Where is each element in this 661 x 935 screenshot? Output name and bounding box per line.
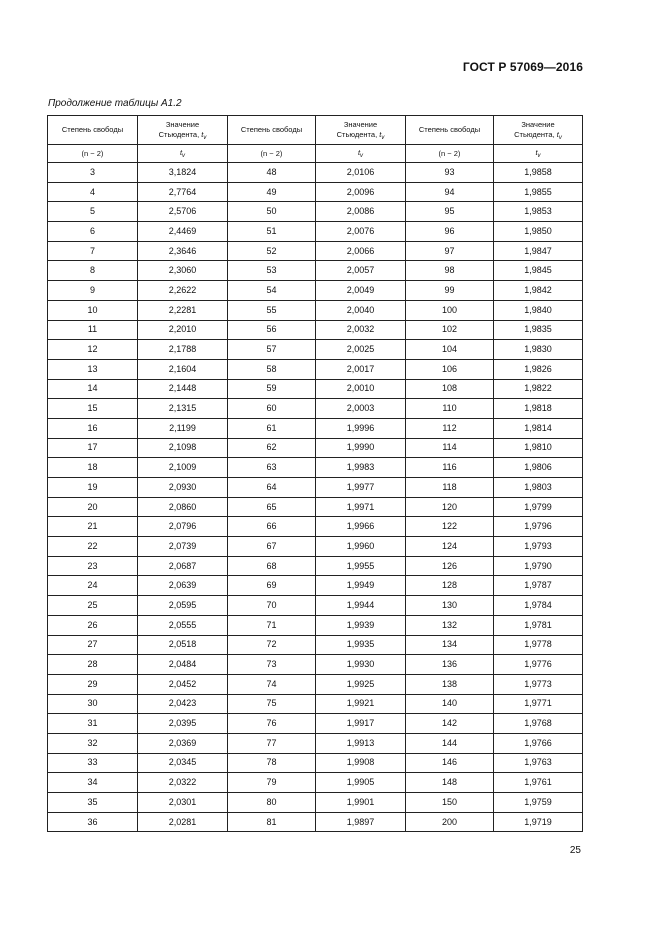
- df-cell: 108: [406, 379, 494, 399]
- t-symbol: $t_v$: [138, 145, 228, 163]
- df-cell: 134: [406, 635, 494, 655]
- table-row: [48, 222, 583, 242]
- t-value-cell: 2,1788: [138, 340, 228, 360]
- col-header-df: Степень свободы: [406, 116, 494, 145]
- t-value-cell: 1,9761: [494, 773, 583, 793]
- t-value-cell: 2,0322: [138, 773, 228, 793]
- table-row: [48, 556, 583, 576]
- t-value-cell: 2,0301: [138, 793, 228, 813]
- t-value-cell: 1,9905: [316, 773, 406, 793]
- t-value-cell: 2,0518: [138, 635, 228, 655]
- t-value-cell: 1,9796: [494, 517, 583, 537]
- col-header-df: Степень свободы: [228, 116, 316, 145]
- df-cell: 94: [406, 182, 494, 202]
- df-cell: 80: [228, 793, 316, 813]
- df-cell: 33: [48, 753, 138, 773]
- t-value-cell: 1,9977: [316, 478, 406, 498]
- df-cell: 16: [48, 418, 138, 438]
- t-value-cell: 1,9719: [494, 812, 583, 832]
- table-row: [48, 281, 583, 301]
- t-value-cell: 2,0096: [316, 182, 406, 202]
- df-cell: 51: [228, 222, 316, 242]
- df-cell: 19: [48, 478, 138, 498]
- table-row: [48, 320, 583, 340]
- df-cell: 31: [48, 714, 138, 734]
- df-cell: 14: [48, 379, 138, 399]
- df-cell: 71: [228, 615, 316, 635]
- df-cell: 63: [228, 458, 316, 478]
- t-value-cell: 1,9949: [316, 576, 406, 596]
- t-value-cell: 2,0281: [138, 812, 228, 832]
- t-value-cell: 1,9840: [494, 300, 583, 320]
- t-value-cell: 1,9935: [316, 635, 406, 655]
- col-header-t: Значение Стьюдента, $t_v$: [316, 116, 406, 145]
- df-cell: 93: [406, 163, 494, 183]
- t-value-cell: 1,9996: [316, 418, 406, 438]
- t-value-cell: 1,9847: [494, 241, 583, 261]
- df-cell: 66: [228, 517, 316, 537]
- table-row: [48, 714, 583, 734]
- df-cell: 62: [228, 438, 316, 458]
- t-value-cell: 1,9768: [494, 714, 583, 734]
- t-value-cell: 2,0086: [316, 202, 406, 222]
- t-value-cell: 2,1199: [138, 418, 228, 438]
- df-cell: 24: [48, 576, 138, 596]
- df-cell: 17: [48, 438, 138, 458]
- df-cell: 35: [48, 793, 138, 813]
- t-value-cell: 1,9971: [316, 497, 406, 517]
- t-value-cell: 1,9853: [494, 202, 583, 222]
- df-cell: 25: [48, 596, 138, 616]
- df-cell: 23: [48, 556, 138, 576]
- df-cell: 55: [228, 300, 316, 320]
- t-value-cell: 1,9960: [316, 537, 406, 557]
- t-value-cell: 1,9845: [494, 261, 583, 281]
- t-value-cell: 2,0076: [316, 222, 406, 242]
- t-value-cell: 2,0452: [138, 674, 228, 694]
- table-row: [48, 340, 583, 360]
- t-value-cell: 1,9784: [494, 596, 583, 616]
- t-value-cell: 1,9799: [494, 497, 583, 517]
- df-cell: 6: [48, 222, 138, 242]
- col-header-t: Значение Стьюдента, $t_v$: [138, 116, 228, 145]
- df-cell: 72: [228, 635, 316, 655]
- df-cell: 78: [228, 753, 316, 773]
- t-value-cell: 1,9830: [494, 340, 583, 360]
- df-cell: 29: [48, 674, 138, 694]
- t-value-cell: 1,9850: [494, 222, 583, 242]
- t-value-cell: 1,9897: [316, 812, 406, 832]
- t-value-cell: 2,0796: [138, 517, 228, 537]
- table-body: [48, 163, 583, 832]
- df-cell: 73: [228, 655, 316, 675]
- t-value-cell: 1,9901: [316, 793, 406, 813]
- t-value-cell: 2,1009: [138, 458, 228, 478]
- df-cell: 200: [406, 812, 494, 832]
- t-value-cell: 2,0595: [138, 596, 228, 616]
- t-value-cell: 1,9771: [494, 694, 583, 714]
- df-cell: 21: [48, 517, 138, 537]
- df-cell: 59: [228, 379, 316, 399]
- t-value-cell: 1,9939: [316, 615, 406, 635]
- df-cell: 144: [406, 733, 494, 753]
- df-cell: 57: [228, 340, 316, 360]
- t-value-cell: 1,9793: [494, 537, 583, 557]
- t-value-cell: 1,9806: [494, 458, 583, 478]
- t-value-cell: 1,9803: [494, 478, 583, 498]
- t-value-cell: 2,0106: [316, 163, 406, 183]
- df-cell: 138: [406, 674, 494, 694]
- t-value-cell: 2,0739: [138, 537, 228, 557]
- t-value-cell: 1,9855: [494, 182, 583, 202]
- table-row: [48, 359, 583, 379]
- table-row: [48, 655, 583, 675]
- t-value-cell: 2,0345: [138, 753, 228, 773]
- df-cell: 128: [406, 576, 494, 596]
- t-symbol: $t_v$: [494, 145, 583, 163]
- df-cell: 61: [228, 418, 316, 438]
- t-value-cell: 1,9858: [494, 163, 583, 183]
- df-cell: 120: [406, 497, 494, 517]
- table-row: [48, 418, 583, 438]
- t-value-cell: 2,0484: [138, 655, 228, 675]
- df-cell: 146: [406, 753, 494, 773]
- df-cell: 53: [228, 261, 316, 281]
- df-formula: (n − 2): [48, 145, 138, 163]
- df-cell: 124: [406, 537, 494, 557]
- df-cell: 74: [228, 674, 316, 694]
- df-cell: 106: [406, 359, 494, 379]
- t-value-cell: 2,7764: [138, 182, 228, 202]
- t-value-cell: 1,9814: [494, 418, 583, 438]
- df-cell: 54: [228, 281, 316, 301]
- df-cell: 15: [48, 399, 138, 419]
- t-value-cell: 2,0017: [316, 359, 406, 379]
- t-value-cell: 1,9983: [316, 458, 406, 478]
- df-cell: 122: [406, 517, 494, 537]
- df-cell: 52: [228, 241, 316, 261]
- t-value-cell: 1,9781: [494, 615, 583, 635]
- t-value-cell: 2,4469: [138, 222, 228, 242]
- t-value-cell: 1,9908: [316, 753, 406, 773]
- df-cell: 132: [406, 615, 494, 635]
- df-cell: 140: [406, 694, 494, 714]
- t-value-cell: 2,0930: [138, 478, 228, 498]
- df-cell: 12: [48, 340, 138, 360]
- df-formula: (n − 2): [228, 145, 316, 163]
- t-value-cell: 2,0049: [316, 281, 406, 301]
- df-cell: 96: [406, 222, 494, 242]
- df-cell: 64: [228, 478, 316, 498]
- t-value-cell: 1,9822: [494, 379, 583, 399]
- df-cell: 136: [406, 655, 494, 675]
- table-row: [48, 241, 583, 261]
- t-value-cell: 2,0032: [316, 320, 406, 340]
- df-cell: 79: [228, 773, 316, 793]
- table-row: [48, 793, 583, 813]
- t-value-cell: 2,0555: [138, 615, 228, 635]
- t-value-cell: 2,0040: [316, 300, 406, 320]
- table-row: [48, 300, 583, 320]
- df-cell: 4: [48, 182, 138, 202]
- df-cell: 81: [228, 812, 316, 832]
- df-cell: 20: [48, 497, 138, 517]
- df-cell: 36: [48, 812, 138, 832]
- df-cell: 9: [48, 281, 138, 301]
- col-header-t: Значение Стьюдента, $t_v$: [494, 116, 583, 145]
- t-value-cell: 1,9842: [494, 281, 583, 301]
- df-cell: 11: [48, 320, 138, 340]
- table-row: [48, 576, 583, 596]
- df-formula: (n − 2): [406, 145, 494, 163]
- table-header-row: [48, 116, 583, 145]
- col-header-df: Степень свободы: [48, 116, 138, 145]
- df-cell: 148: [406, 773, 494, 793]
- t-value-cell: 1,9917: [316, 714, 406, 734]
- table-row: [48, 497, 583, 517]
- t-value-cell: 2,5706: [138, 202, 228, 222]
- df-cell: 95: [406, 202, 494, 222]
- t-value-cell: 2,0687: [138, 556, 228, 576]
- t-value-cell: 1,9766: [494, 733, 583, 753]
- t-symbol: $t_v$: [316, 145, 406, 163]
- document-code: ГОСТ Р 57069—2016: [462, 60, 583, 74]
- df-cell: 114: [406, 438, 494, 458]
- t-value-cell: 2,1098: [138, 438, 228, 458]
- t-value-cell: 2,3646: [138, 241, 228, 261]
- table-row: [48, 812, 583, 832]
- df-cell: 65: [228, 497, 316, 517]
- df-cell: 110: [406, 399, 494, 419]
- t-value-cell: 1,9990: [316, 438, 406, 458]
- df-cell: 5: [48, 202, 138, 222]
- df-cell: 76: [228, 714, 316, 734]
- t-value-cell: 1,9930: [316, 655, 406, 675]
- df-cell: 150: [406, 793, 494, 813]
- df-cell: 3: [48, 163, 138, 183]
- student-t-table: [47, 115, 583, 832]
- df-cell: 26: [48, 615, 138, 635]
- t-value-cell: 2,1315: [138, 399, 228, 419]
- df-cell: 68: [228, 556, 316, 576]
- table-row: [48, 458, 583, 478]
- t-value-cell: 1,9966: [316, 517, 406, 537]
- table-row: [48, 261, 583, 281]
- t-value-cell: 1,9955: [316, 556, 406, 576]
- table-row: [48, 753, 583, 773]
- t-value-cell: 1,9790: [494, 556, 583, 576]
- table-row: [48, 694, 583, 714]
- t-value-cell: 1,9759: [494, 793, 583, 813]
- t-value-cell: 2,2622: [138, 281, 228, 301]
- t-value-cell: 2,3060: [138, 261, 228, 281]
- table-row: [48, 438, 583, 458]
- t-value-cell: 1,9810: [494, 438, 583, 458]
- df-cell: 8: [48, 261, 138, 281]
- df-cell: 30: [48, 694, 138, 714]
- t-value-cell: 1,9921: [316, 694, 406, 714]
- df-cell: 70: [228, 596, 316, 616]
- table-row: [48, 182, 583, 202]
- t-value-cell: 1,9944: [316, 596, 406, 616]
- df-cell: 58: [228, 359, 316, 379]
- df-cell: 34: [48, 773, 138, 793]
- df-cell: 102: [406, 320, 494, 340]
- df-cell: 69: [228, 576, 316, 596]
- t-value-cell: 2,0003: [316, 399, 406, 419]
- t-value-cell: 2,0066: [316, 241, 406, 261]
- t-value-cell: 2,0639: [138, 576, 228, 596]
- t-value-cell: 2,0395: [138, 714, 228, 734]
- table-row: [48, 773, 583, 793]
- table-caption: Продолжение таблицы А1.2: [48, 98, 182, 109]
- df-cell: 18: [48, 458, 138, 478]
- page-number: 25: [569, 845, 581, 856]
- table-subheader-row: [48, 145, 583, 163]
- t-value-cell: 3,1824: [138, 163, 228, 183]
- table-row: [48, 615, 583, 635]
- df-cell: 104: [406, 340, 494, 360]
- table-row: [48, 537, 583, 557]
- t-value-cell: 2,0057: [316, 261, 406, 281]
- df-cell: 7: [48, 241, 138, 261]
- df-cell: 22: [48, 537, 138, 557]
- t-value-cell: 1,9787: [494, 576, 583, 596]
- table-row: [48, 596, 583, 616]
- table-row: [48, 202, 583, 222]
- df-cell: 98: [406, 261, 494, 281]
- t-value-cell: 2,0369: [138, 733, 228, 753]
- table-row: [48, 163, 583, 183]
- t-value-cell: 2,2281: [138, 300, 228, 320]
- df-cell: 67: [228, 537, 316, 557]
- t-value-cell: 1,9763: [494, 753, 583, 773]
- df-cell: 13: [48, 359, 138, 379]
- df-cell: 100: [406, 300, 494, 320]
- df-cell: 49: [228, 182, 316, 202]
- df-cell: 28: [48, 655, 138, 675]
- df-cell: 10: [48, 300, 138, 320]
- t-value-cell: 1,9835: [494, 320, 583, 340]
- table-row: [48, 674, 583, 694]
- df-cell: 118: [406, 478, 494, 498]
- df-cell: 75: [228, 694, 316, 714]
- t-value-cell: 1,9925: [316, 674, 406, 694]
- table-row: [48, 635, 583, 655]
- df-cell: 48: [228, 163, 316, 183]
- df-cell: 112: [406, 418, 494, 438]
- t-value-cell: 2,1604: [138, 359, 228, 379]
- df-cell: 32: [48, 733, 138, 753]
- df-cell: 56: [228, 320, 316, 340]
- df-cell: 27: [48, 635, 138, 655]
- df-cell: 97: [406, 241, 494, 261]
- t-value-cell: 2,1448: [138, 379, 228, 399]
- table-row: [48, 478, 583, 498]
- t-value-cell: 1,9913: [316, 733, 406, 753]
- df-cell: 99: [406, 281, 494, 301]
- df-cell: 130: [406, 596, 494, 616]
- df-cell: 116: [406, 458, 494, 478]
- df-cell: 126: [406, 556, 494, 576]
- table-row: [48, 379, 583, 399]
- df-cell: 50: [228, 202, 316, 222]
- t-value-cell: 2,0860: [138, 497, 228, 517]
- t-value-cell: 2,0010: [316, 379, 406, 399]
- t-value-cell: 2,0025: [316, 340, 406, 360]
- t-value-cell: 1,9778: [494, 635, 583, 655]
- t-value-cell: 1,9776: [494, 655, 583, 675]
- df-cell: 60: [228, 399, 316, 419]
- df-cell: 142: [406, 714, 494, 734]
- t-value-cell: 2,2010: [138, 320, 228, 340]
- t-value-cell: 1,9826: [494, 359, 583, 379]
- table-row: [48, 517, 583, 537]
- table-row: [48, 399, 583, 419]
- t-value-cell: 1,9773: [494, 674, 583, 694]
- table-row: [48, 733, 583, 753]
- t-value-cell: 2,0423: [138, 694, 228, 714]
- df-cell: 77: [228, 733, 316, 753]
- t-value-cell: 1,9818: [494, 399, 583, 419]
